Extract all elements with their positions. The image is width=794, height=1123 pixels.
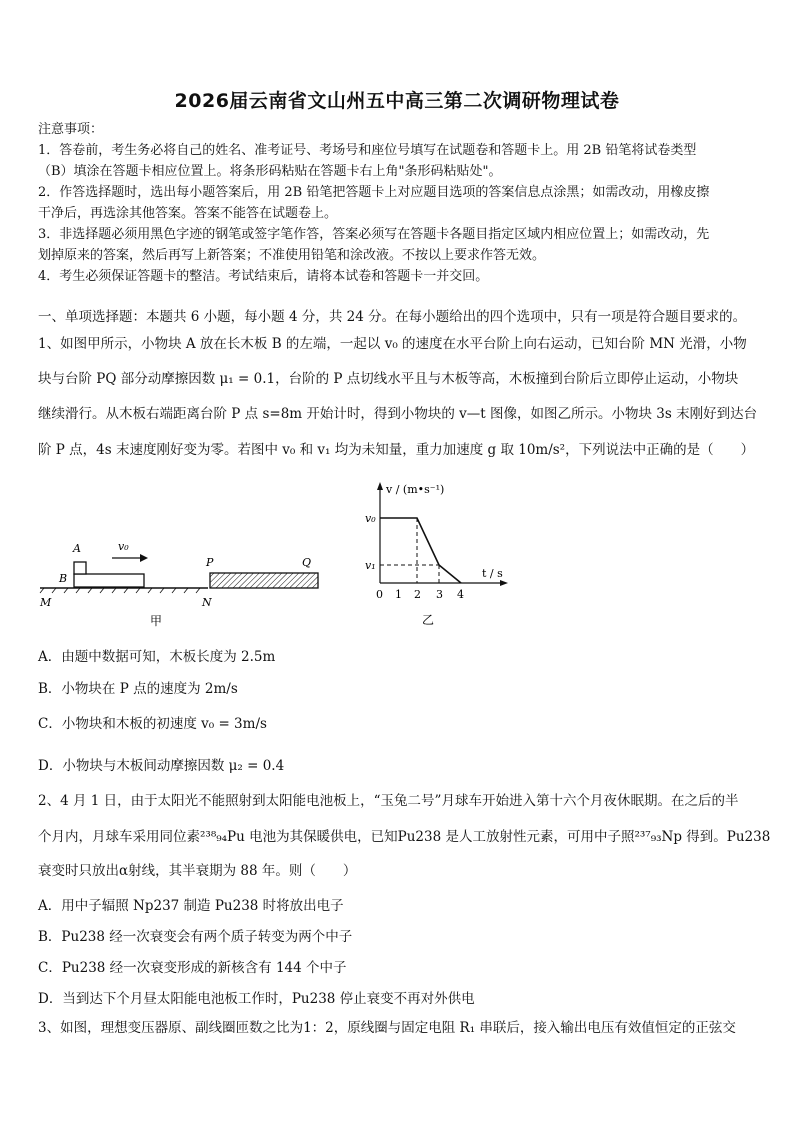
figure-jia-caption: 甲 — [150, 614, 163, 628]
question-2-option-b: B．Pu238 经一次衰变会有两个质子转变为两个中子 — [38, 929, 353, 945]
question-1-option-d: D．小物块与木板间动摩擦因数 μ₂ = 0.4 — [38, 758, 285, 774]
notice-line: 划掉原来的答案，然后再写上新答案；不准使用铅笔和涂改液。不按以上要求作答无效。 — [38, 248, 546, 263]
tick-x-0: 0 — [376, 588, 383, 601]
figure-yi — [356, 478, 516, 630]
question-2-option-a: A．用中子辐照 Np237 制造 Pu238 时将放出电子 — [38, 898, 344, 914]
notice-line: 3．非选择题必须用黑色字迹的钢笔或签字笔作答，答案必须写在答题卡各题目指定区域内相应位置上；如需改动，先 — [38, 227, 710, 242]
y-axis-arrowhead — [377, 482, 383, 490]
step-pq — [210, 573, 318, 588]
tick-x-4: 4 — [457, 588, 464, 601]
x-axis-arrowhead — [500, 580, 508, 586]
question-1-option-a: A．由题中数据可知，木板长度为 2.5m — [38, 649, 276, 665]
label-q: Q — [302, 556, 312, 569]
label-m: M — [40, 596, 52, 609]
label-n: N — [202, 596, 212, 609]
tick-x-3: 3 — [436, 588, 443, 601]
x-axis-label: t / s — [482, 567, 503, 580]
question-1-text: 阶 P 点，4s 末速度刚好变为零。若图中 v₀ 和 v₁ 均为未知量，重力加速度 g 取 10m/s²，下列说法中正确的是（ ） — [38, 442, 755, 458]
question-2-option-d: D．当到达下个月昼太阳能电池板工作时，Pu238 停止衰变不再对外供电 — [38, 991, 475, 1007]
question-2-text: 衰变时只放出α射线，其半衰期为 88 年。则（ ） — [38, 863, 357, 879]
question-2-text: 2、4 月 1 日，由于太阳光不能照射到太阳能电池板上，“玉兔二号”月球车开始进入第十六个月夜休眠期。在之后的半 — [38, 793, 739, 809]
tick-x-1: 1 — [395, 588, 402, 601]
section-heading: 一、单项选择题：本题共 6 小题，每小题 4 分，共 24 分。在每小题给出的四个选项中，只有一项是符合题目要求的。 — [38, 309, 747, 325]
vt-curve — [380, 518, 461, 583]
label-a: A — [73, 542, 81, 555]
exam-title: 2026届云南省文山州五中高三第二次调研物理试卷 — [174, 90, 620, 112]
velocity-arrowhead — [140, 554, 148, 562]
tick-x-2: 2 — [414, 588, 421, 601]
notice-line: 4．考生必须保证答题卡的整洁。考试结束后，请将本试卷和答题卡一并交回。 — [38, 269, 489, 284]
tick-v0: v₀ — [365, 512, 376, 525]
label-v0: v₀ — [118, 540, 129, 553]
label-b: B — [59, 572, 68, 585]
label-p: P — [206, 556, 214, 569]
figure-jia — [36, 530, 326, 640]
question-1-text: 块与台阶 PQ 部分动摩擦因数 μ₁ = 0.1，台阶的 P 点切线水平且与木板等高，木板撞到台阶后立即停止运动，小物块 — [38, 371, 739, 387]
question-1-text: 继续滑行。从木板右端距离台阶 P 点 s=8m 开始计时，得到小物块的 v—t 图像，如图乙所示。小物块 3s 末刚好到达台 — [38, 406, 758, 422]
notice-heading: 注意事项： — [38, 122, 104, 137]
question-3-text: 3、如图，理想变压器原、副线圈匝数之比为1：2，原线圈与固定电阻 R₁ 串联后，接入输出电压有效值恒定的正弦交 — [38, 1020, 736, 1036]
notice-line: 2．作答选择题时，选出每小题答案后，用 2B 铅笔把答题卡上对应题目选项的答案信息点涂黑；如需改动，用橡皮擦 — [38, 185, 710, 200]
question-1-option-c: C．小物块和木板的初速度 v₀ = 3m/s — [38, 716, 267, 732]
figure-yi-caption: 乙 — [422, 613, 435, 627]
notice-line: 1．答卷前，考生务必将自己的姓名、准考证号、考场号和座位号填写在试题卷和答题卡上。用 2B 铅笔将试卷类型 — [38, 143, 697, 158]
question-2-text: 个月内，月球车采用同位素²³⁸₉₄Pu 电池为其保暖供电，已知Pu238 是人工放射性元素，可用中子照²³⁷₉₃Np 得到。Pu238 — [38, 829, 771, 845]
tick-v1: v₁ — [365, 559, 376, 572]
block-a — [74, 562, 86, 574]
notice-line: 干净后，再选涂其他答案。答案不能答在试题卷上。 — [38, 206, 338, 221]
question-2-option-c: C．Pu238 经一次衰变形成的新核含有 144 个中子 — [38, 960, 347, 976]
notice-line: （B）填涂在答题卡相应位置上。将条形码粘贴在答题卡右上角"条形码粘贴处"。 — [38, 164, 502, 179]
board-b — [74, 574, 144, 587]
y-axis-label: v / (m•s⁻¹) — [386, 483, 445, 496]
question-1-option-b: B．小物块在 P 点的速度为 2m/s — [38, 681, 238, 697]
question-1-text: 1、如图甲所示，小物块 A 放在长木板 B 的左端，一起以 v₀ 的速度在水平台阶上向右运动，已知台阶 MN 光滑，小物 — [38, 336, 747, 352]
